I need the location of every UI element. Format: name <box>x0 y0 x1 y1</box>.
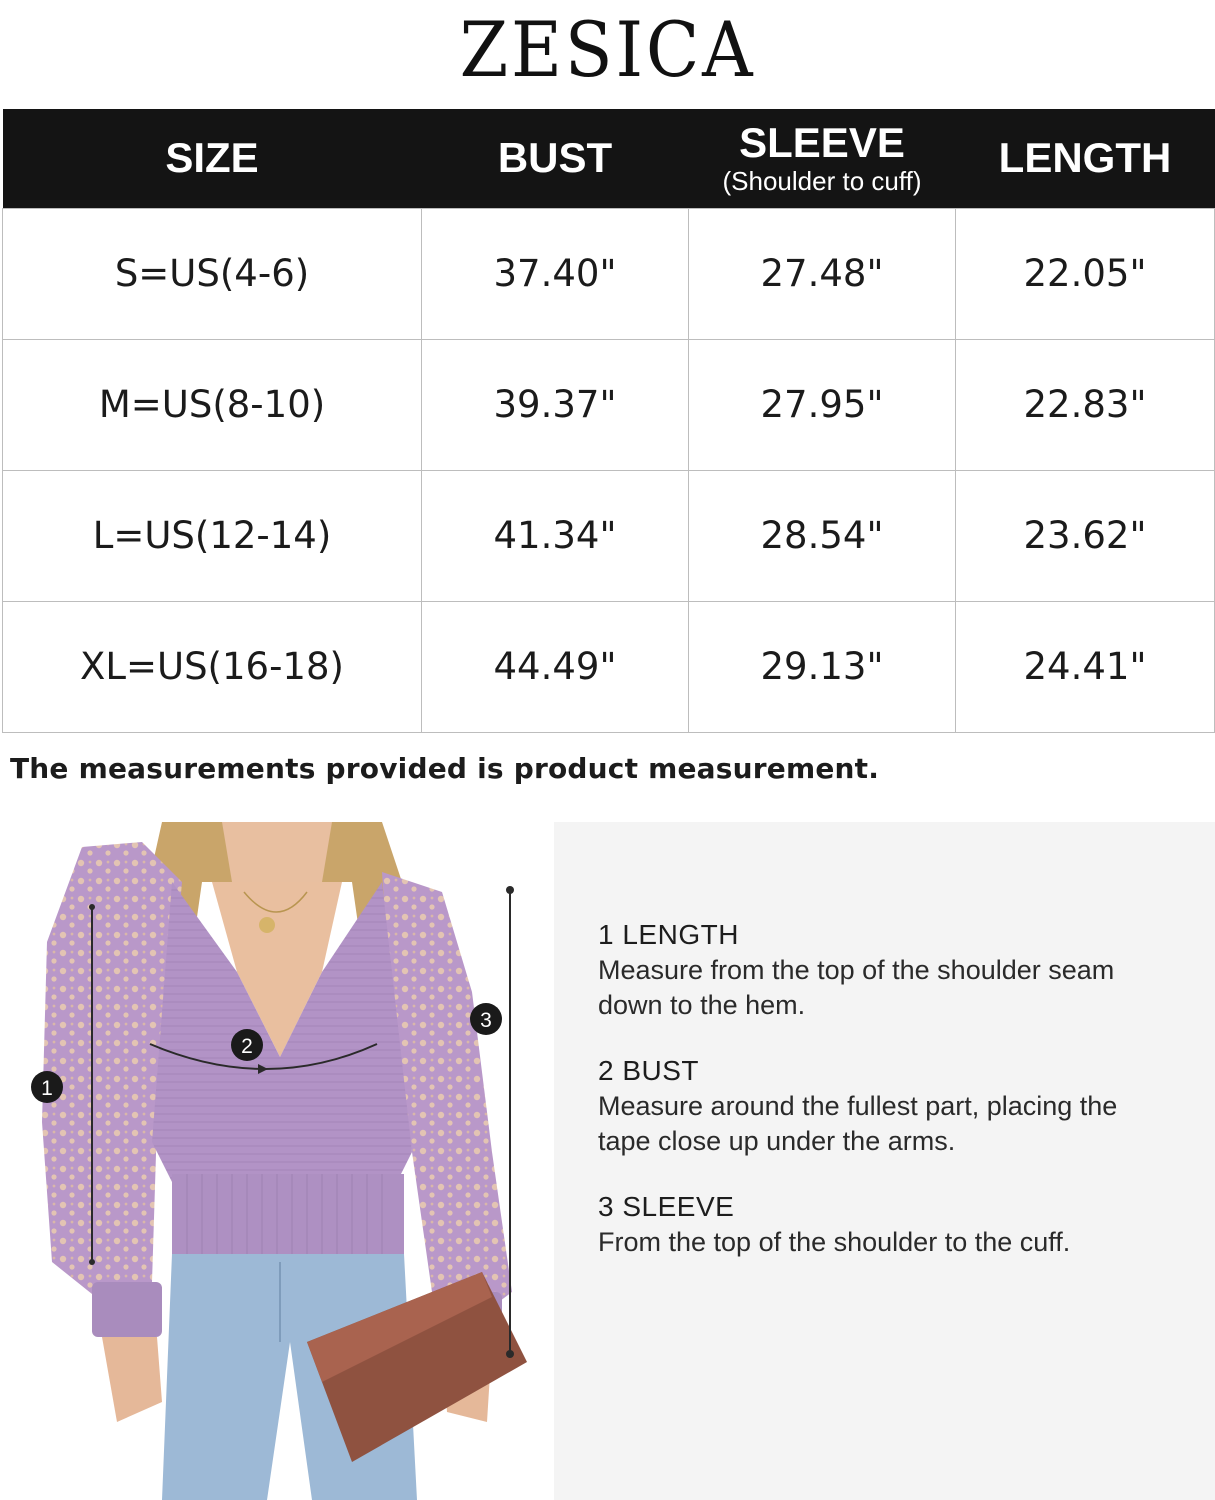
cell-sleeve: 27.95" <box>689 339 956 470</box>
table-row <box>3 601 1215 732</box>
cell-bust: 44.49" <box>422 601 689 732</box>
cell-bust: 37.40" <box>422 208 689 339</box>
guide-bust-heading: 2 BUST <box>598 1055 700 1086</box>
cell-sleeve: 28.54" <box>689 470 956 601</box>
cell-length: 24.41" <box>956 601 1215 732</box>
sweater-illustration <box>22 822 532 1500</box>
cell-length: 23.62" <box>956 470 1215 601</box>
svg-text:2: 2 <box>241 1035 253 1058</box>
brand-logo: ZESICA <box>459 5 756 94</box>
waistband <box>172 1174 404 1254</box>
guide-sleeve <box>598 1191 1198 1260</box>
cell-bust: 41.34" <box>422 470 689 601</box>
guide-bust-text: Measure around the fullest part, placing the tape close up under the arms. <box>598 1091 1118 1156</box>
marker-1 <box>31 1071 63 1103</box>
guide-sleeve-text: From the top of the shoulder to the cuff. <box>598 1227 1071 1257</box>
cell-length: 22.83" <box>956 339 1215 470</box>
left-cuff <box>92 1282 162 1337</box>
svg-text:1: 1 <box>41 1077 53 1100</box>
cell-size: L=US(12-14) <box>3 470 422 601</box>
guide-sleeve-heading: 3 SLEEVE <box>598 1191 735 1222</box>
product-photo <box>22 822 532 1500</box>
cell-bust: 39.37" <box>422 339 689 470</box>
guide-length-heading: 1 LENGTH <box>598 919 739 950</box>
header-bust: BUST <box>422 109 689 208</box>
header-size: SIZE <box>3 109 422 208</box>
measurement-guide <box>554 822 1215 1500</box>
table-row <box>3 339 1215 470</box>
table-row <box>3 208 1215 339</box>
table-row <box>3 470 1215 601</box>
svg-text:3: 3 <box>480 1009 492 1032</box>
size-chart-table <box>2 109 1215 733</box>
guide-bust <box>598 1055 1198 1159</box>
guide-length-text: Measure from the top of the shoulder seam down to the hem. <box>598 955 1115 1020</box>
cell-size: S=US(4-6) <box>3 208 422 339</box>
cell-sleeve: 27.48" <box>689 208 956 339</box>
measurement-note: The measurements provided is product measurement. <box>10 752 880 785</box>
table-header-row <box>3 109 1215 208</box>
marker-2 <box>231 1029 263 1061</box>
cell-length: 22.05" <box>956 208 1215 339</box>
cell-sleeve: 29.13" <box>689 601 956 732</box>
header-sleeve: SLEEVE (Shoulder to cuff) <box>689 109 956 208</box>
header-length: LENGTH <box>956 109 1215 208</box>
cell-size: XL=US(16-18) <box>3 601 422 732</box>
guide-length <box>598 919 1198 1023</box>
pendant <box>259 917 275 933</box>
header-sleeve-sub: (Shoulder to cuff) <box>722 166 922 197</box>
cell-size: M=US(8-10) <box>3 339 422 470</box>
marker-3 <box>470 1003 502 1035</box>
